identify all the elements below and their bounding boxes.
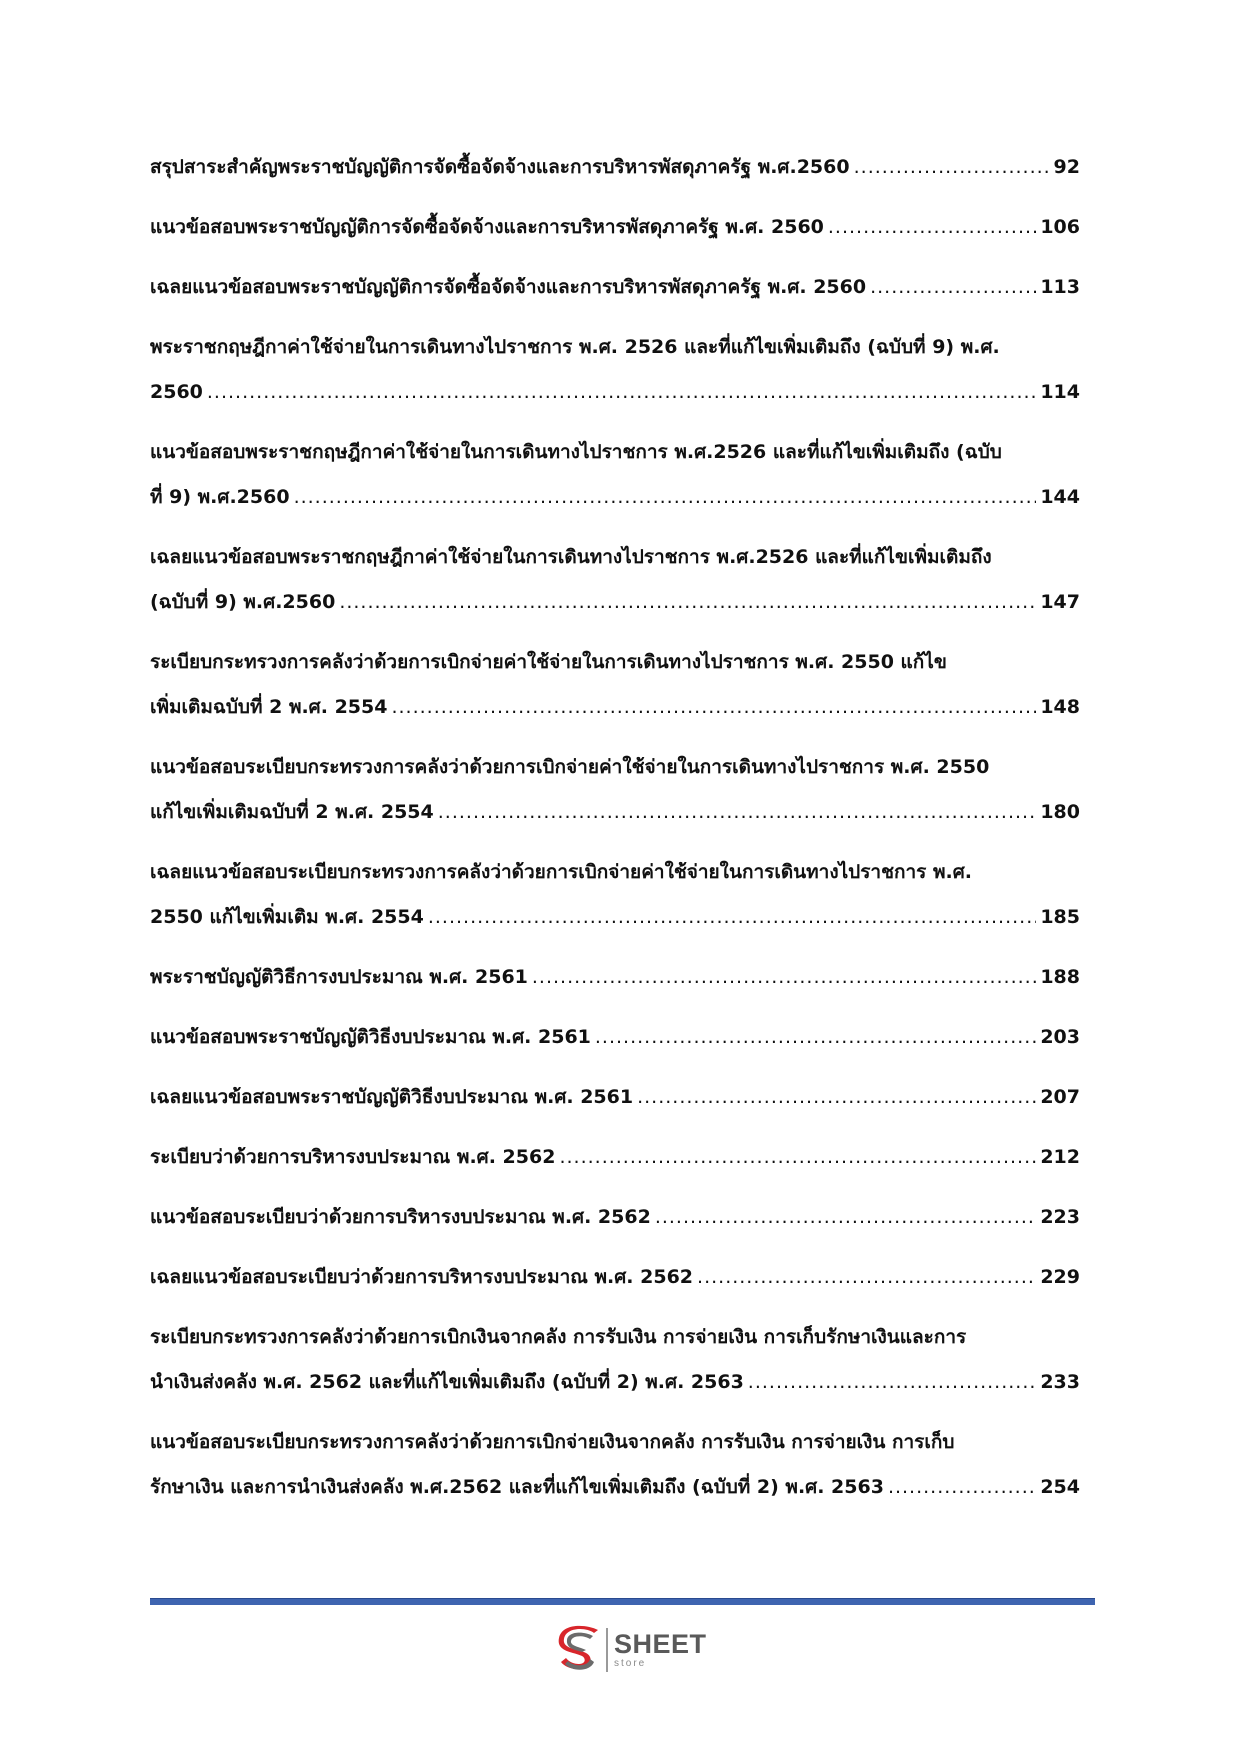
toc-page-number: 92 [1053, 156, 1080, 178]
toc-entry-title: เฉลยแนวข้อสอบพระราชกฤษฎีกาค่าใช้จ่ายในการเดินทางไปราชการ พ.ศ.2526 และที่แก้ไขเพิ่มเติมถึง [150, 546, 992, 568]
toc-entry [150, 1082, 1080, 1112]
toc-dot-leader [391, 692, 1036, 722]
toc-entry [150, 212, 1080, 242]
toc-entry-title: แนวข้อสอบพระราชบัญญัติวิธีงบประมาณ พ.ศ. 2561 [150, 1026, 591, 1048]
toc-entry [150, 332, 1080, 407]
toc-page-number: 113 [1040, 276, 1080, 298]
toc-entry [150, 857, 1080, 932]
toc-page-number: 223 [1040, 1206, 1080, 1228]
toc-entry-line [150, 1367, 1080, 1397]
toc-entry-title: แนวข้อสอบระเบียบกระทรวงการคลังว่าด้วยการเบิกจ่ายค่าใช้จ่ายในการเดินทางไปราชการ พ.ศ. 2550 [150, 756, 990, 778]
toc-dot-leader [532, 962, 1036, 992]
toc-entry [150, 1202, 1080, 1232]
toc-entry [150, 647, 1080, 722]
toc-entry-title: รักษาเงิน และการนำเงินส่งคลัง พ.ศ.2562 และที่แก้ไขเพิ่มเติมถึง (ฉบับที่ 2) พ.ศ. 2563 [150, 1476, 884, 1498]
toc-entry-title: แนวข้อสอบระเบียบกระทรวงการคลังว่าด้วยการเบิกจ่ายเงินจากคลัง การรับเงิน การจ่ายเงิน การเก็บ [150, 1431, 955, 1453]
sheet-store-logo [556, 1622, 707, 1678]
toc-page-number: 185 [1040, 906, 1080, 928]
toc-entry-line [150, 1427, 1080, 1457]
toc-entry [150, 1427, 1080, 1502]
toc-dot-leader [559, 1142, 1036, 1172]
toc-entry-line [150, 437, 1080, 467]
toc-entry-title: พระราชกฤษฎีกาค่าใช้จ่ายในการเดินทางไปราชการ พ.ศ. 2526 และที่แก้ไขเพิ่มเติมถึง (ฉบับที่ 9) พ.ศ. [150, 336, 1000, 358]
toc-entry-line [150, 377, 1080, 407]
toc-page-number: 207 [1040, 1086, 1080, 1108]
toc-page-number: 229 [1040, 1266, 1080, 1288]
logo-wordmark [614, 1631, 707, 1669]
toc-dot-leader [828, 212, 1036, 242]
toc-dot-leader [595, 1022, 1036, 1052]
toc-entry-line [150, 332, 1080, 362]
toc-entry-title: 2550 แก้ไขเพิ่มเติม พ.ศ. 2554 [150, 906, 424, 928]
toc-entry-title: เฉลยแนวข้อสอบระเบียบว่าด้วยการบริหารงบประมาณ พ.ศ. 2562 [150, 1266, 694, 1288]
toc-entry-line [150, 272, 1080, 302]
toc-entry-title: นำเงินส่งคลัง พ.ศ. 2562 และที่แก้ไขเพิ่มเติมถึง (ฉบับที่ 2) พ.ศ. 2563 [150, 1371, 744, 1393]
toc-entry-line [150, 797, 1080, 827]
logo-sub-text: store [614, 1658, 647, 1669]
toc-page-number: 188 [1040, 966, 1080, 988]
toc-entry-title: ที่ 9) พ.ศ.2560 [150, 486, 290, 508]
toc-dot-leader [428, 902, 1037, 932]
toc-entry-line [150, 542, 1080, 572]
toc-entry-title: (ฉบับที่ 9) พ.ศ.2560 [150, 591, 336, 613]
toc-entry-line [150, 587, 1080, 617]
toc-page-number: 180 [1040, 801, 1080, 823]
toc-entry-line [150, 857, 1080, 887]
toc-dot-leader [655, 1202, 1037, 1232]
logo-separator [606, 1628, 608, 1672]
toc-entry [150, 1022, 1080, 1052]
toc-entry-title: แก้ไขเพิ่มเติมฉบับที่ 2 พ.ศ. 2554 [150, 801, 434, 823]
toc-entry-title: พระราชบัญญัติวิธีการงบประมาณ พ.ศ. 2561 [150, 966, 528, 988]
toc-dot-leader [438, 797, 1037, 827]
toc-dot-leader [748, 1367, 1037, 1397]
toc-page-number: 147 [1040, 591, 1080, 613]
toc-dot-leader [870, 272, 1036, 302]
toc-entry-title: เฉลยแนวข้อสอบระเบียบกระทรวงการคลังว่าด้วยการเบิกจ่ายค่าใช้จ่ายในการเดินทางไปราชการ พ.ศ. [150, 861, 973, 883]
toc-entry-title: แนวข้อสอบพระราชกฤษฎีกาค่าใช้จ่ายในการเดินทางไปราชการ พ.ศ.2526 และที่แก้ไขเพิ่มเติมถึง (ฉบับ [150, 441, 1002, 463]
toc-entry [150, 962, 1080, 992]
toc-entry-line [150, 692, 1080, 722]
table-of-contents [150, 152, 1080, 1532]
toc-entry [150, 752, 1080, 827]
toc-entry-line [150, 902, 1080, 932]
toc-entry-title: เฉลยแนวข้อสอบพระราชบัญญัติวิธีงบประมาณ พ.ศ. 2561 [150, 1086, 634, 1108]
toc-entry [150, 272, 1080, 302]
toc-entry-line [150, 962, 1080, 992]
toc-dot-leader [888, 1472, 1036, 1502]
toc-entry-title: ระเบียบกระทรวงการคลังว่าด้วยการเบิกจ่ายค่าใช้จ่ายในการเดินทางไปราชการ พ.ศ. 2550 แก้ไข [150, 651, 947, 673]
toc-entry-line [150, 1202, 1080, 1232]
toc-page-number: 114 [1040, 381, 1080, 403]
toc-entry-line [150, 1022, 1080, 1052]
toc-entry-title: สรุปสาระสำคัญพระราชบัญญัติการจัดซื้อจัดจ้างและการบริหารพัสดุภาครัฐ พ.ศ.2560 [150, 156, 850, 178]
toc-entry [150, 1142, 1080, 1172]
toc-dot-leader [637, 1082, 1036, 1112]
toc-page-number: 233 [1040, 1371, 1080, 1393]
toc-entry [150, 1322, 1080, 1397]
toc-entry-line [150, 1082, 1080, 1112]
toc-entry-title: แนวข้อสอบระเบียบว่าด้วยการบริหารงบประมาณ พ.ศ. 2562 [150, 1206, 651, 1228]
toc-entry-title: 2560 [150, 381, 203, 403]
toc-entry-line [150, 152, 1080, 182]
logo-main-text: SHEET [614, 1629, 707, 1659]
toc-dot-leader [294, 482, 1037, 512]
toc-entry-title: เฉลยแนวข้อสอบพระราชบัญญัติการจัดซื้อจัดจ้างและการบริหารพัสดุภาครัฐ พ.ศ. 2560 [150, 276, 867, 298]
toc-dot-leader [207, 377, 1036, 407]
toc-page-number: 203 [1040, 1026, 1080, 1048]
toc-dot-leader [339, 587, 1036, 617]
toc-entry [150, 542, 1080, 617]
sheet-store-logo-icon [556, 1625, 602, 1675]
toc-entry-line [150, 647, 1080, 677]
toc-page-number: 254 [1040, 1476, 1080, 1498]
toc-page-number: 212 [1040, 1146, 1080, 1168]
toc-entry-line [150, 1322, 1080, 1352]
toc-page-number: 144 [1040, 486, 1080, 508]
toc-entry-title: ระเบียบว่าด้วยการบริหารงบประมาณ พ.ศ. 2562 [150, 1146, 556, 1168]
toc-entry-line [150, 1472, 1080, 1502]
toc-entry [150, 437, 1080, 512]
toc-entry-line [150, 1262, 1080, 1292]
toc-entry [150, 1262, 1080, 1292]
toc-entry-title: เพิ่มเติมฉบับที่ 2 พ.ศ. 2554 [150, 696, 388, 718]
toc-entry-title: แนวข้อสอบพระราชบัญญัติการจัดซื้อจัดจ้างและการบริหารพัสดุภาครัฐ พ.ศ. 2560 [150, 216, 824, 238]
toc-entry-line [150, 482, 1080, 512]
toc-page-number: 106 [1040, 216, 1080, 238]
toc-entry-line [150, 1142, 1080, 1172]
toc-entry-title: ระเบียบกระทรวงการคลังว่าด้วยการเบิกเงินจากคลัง การรับเงิน การจ่ายเงิน การเก็บรักษาเงินและการ [150, 1326, 967, 1348]
toc-page-number: 148 [1040, 696, 1080, 718]
footer-rule [150, 1598, 1095, 1605]
toc-entry-line [150, 212, 1080, 242]
toc-dot-leader [854, 152, 1050, 182]
toc-entry [150, 152, 1080, 182]
toc-entry-line [150, 752, 1080, 782]
toc-dot-leader [697, 1262, 1036, 1292]
